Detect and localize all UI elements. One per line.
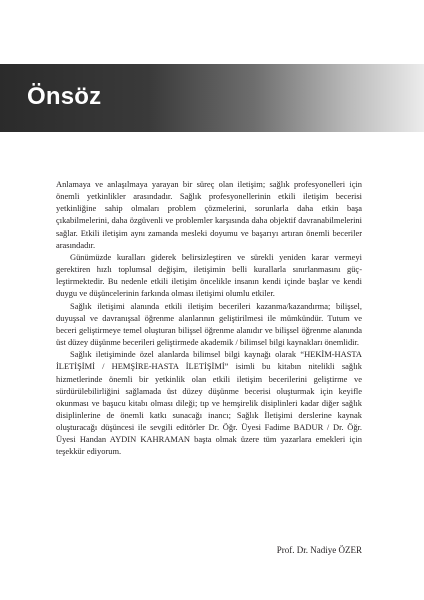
paragraph-1: Anlamaya ve anlaşılmaya yarayan bir süreç olan iletişim; sağlık profesyonelleri için önemli yetkinlikler arasındadır. Sağlık profesyonellerinin etkili iletişim becerisi yetkinliğine sahip olmaları problem çözmelerini, sorunlarla daha etkin başa çıkabilmelerini, daha özgüvenli ve problemler karşısında daha objektif davranabilmelerini sağlar. Etkili iletişim aynı zamanda mesleki doyumu ve başarıyı artıran önemli beceriler arasındadır. [56,179,362,250]
author-signature: Prof. Dr. Nadiye ÖZER [276,545,362,555]
body-text [56,178,362,458]
page-title: Önsöz [27,83,102,110]
paragraph-4: Sağlık iletişiminde özel alanlarda bilimsel bilgi kaynağı olarak “HEKİM-HASTA İLETİŞİMİ / HEMŞİRE-HASTA İLETİŞİMİ” isimli bu kitabın nitelikli sağlık hizmetlerinde önemli bir yetkinlik olan etkili iletişim becerilerini geliştirme ve sürdürülebilirliğini sağlamada üst düzey düşünme becerisi oluşturmak için keyifle okunması ve başucu kitabı olması dileği; tıp ve hemşirelik disiplinleri kadar diğer sağlık disiplinlerine de önemli katkı sunacağı inancı; Sağlık İletişimi derslerine kaynak oluşturacağı düşüncesi ile sevgili editörler Dr. Öğr. Üyesi Fadime BADUR / Dr. Öğr. Üyesi Handan AYDIN KAHRAMAN başta olmak üzere tüm yazarlara emekleri için teşekkür ediyorum. [56,349,362,457]
paragraph-3: Sağlık iletişimi alanında etkili iletişim becerileri kazanma/kazandırma; bilişsel, duyuşsal ve davranışsal öğrenme alanlarının geliştirilmesi ile mümkündür. Tutum ve beceri geliştirmeye temel oluşturan bilişsel öğrenme alanıdır ve bilişsel öğrenme alanında üst düzey düşünme becerileri geliştirmede akademik / bilimsel bilgi kaynakları önemlidir. [56,300,362,348]
paragraph-2: Günümüzde kuralları giderek belirsizleştiren ve sürekli yeniden karar vermeyi gerektiren hızlı toplumsal değişim, iletişimin belli kurallarla sınırlanmasını güçleştirmektedir. Bu nedenle etkili iletişim öncelikle insanın kendi içinde başlar ve kendi duygu ve düşüncelerinin farkında olması iletişimi olumlu etkiler. [56,251,362,299]
